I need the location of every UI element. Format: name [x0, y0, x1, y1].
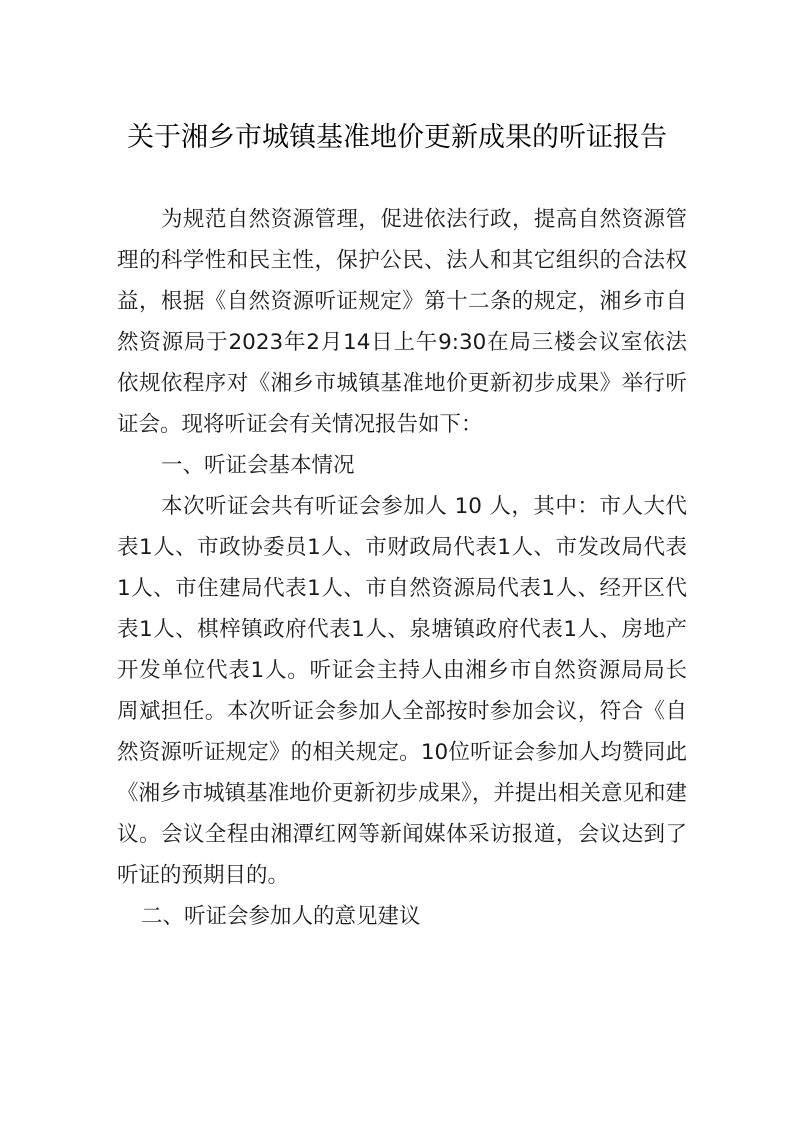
document-body	[117, 199, 687, 937]
document-title: 关于湘乡市城镇基准地价更新成果的听证报告	[127, 122, 667, 153]
section-heading-opinions: 二、听证会参加人的意见建议	[141, 904, 421, 929]
section-heading-basic-info: 一、听证会基本情况	[161, 453, 355, 478]
section-paragraph-basic-info: 本次听证会共有听证会参加人 10 人，其中：市人大代表1人、市政协委员1人、市财政局代表1人、市发改局代表1人、市住建局代表1人、市自然资源局代表1人、经开区代表1人、棋梓镇政府代表1人、泉塘镇政府代表1人、房地产开发单位代表1人。听证会主持人由湘乡市自然资源局局长周斌担任。本次听证会参加人全部按时参加会议，符合《自然资源听证规定》的相关规定。10位听证会参加人均赞同此《湘乡市城镇基准地价更新初步成果》，并提出相关意见和建议。会议全程由湘潭红网等新闻媒体采访报道，会议达到了听证的预期目的。	[117, 494, 687, 888]
intro-paragraph: 为规范自然资源管理，促进依法行政，提高自然资源管理的科学性和民主性，保护公民、法人和其它组织的合法权益，根据《自然资源听证规定》第十二条的规定，湘乡市自然资源局于2023年2月14日上午9:30在局三楼会议室依法依规依程序对《湘乡市城镇基准地价更新初步成果》举行听证会。现将听证会有关情况报告如下：	[117, 207, 687, 437]
